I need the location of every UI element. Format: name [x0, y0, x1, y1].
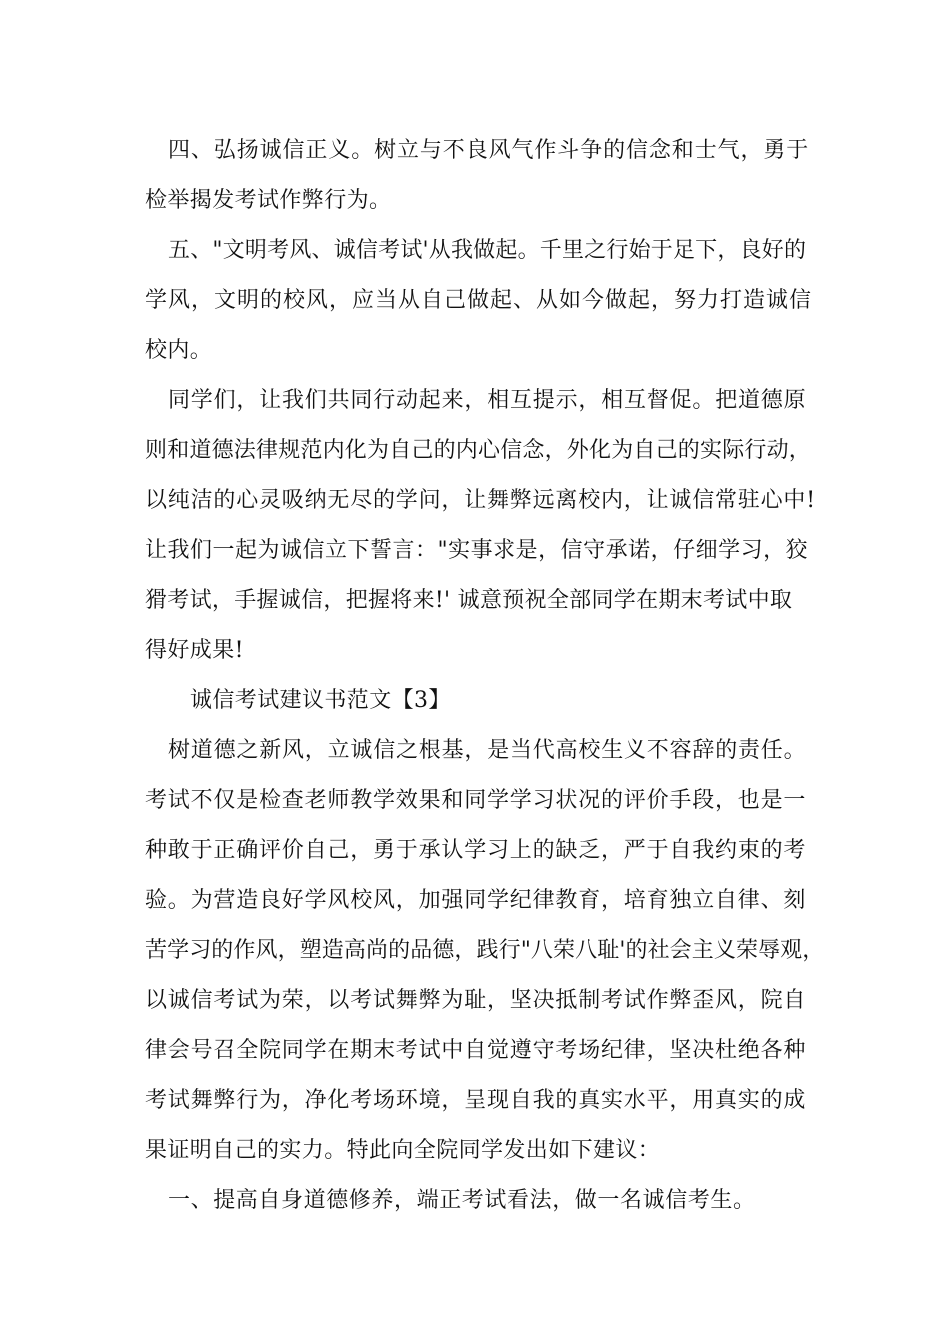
- proposal-line-7: 律会号召全院同学在期末考试中自觉遵守考场纪律，坚决杜绝各种: [145, 1038, 807, 1063]
- closing-paragraph-line-3: 以纯洁的心灵吸纳无尽的学问，让舞弊远离校内，让诚信常驻心中!: [145, 488, 816, 513]
- closing-paragraph-line-2: 则和道德法律规范内化为自己的内心信念，外化为自己的实际行动，: [145, 438, 812, 463]
- proposal-line-9: 果证明自己的实力。特此向全院同学发出如下建议：: [145, 1138, 661, 1163]
- paragraph-4-line-2: 检举揭发考试作弊行为。: [145, 188, 392, 213]
- proposal-line-5: 苦学习的作风，塑造高尚的品德，践行"八荣八耻'的社会主义荣辱观，: [145, 938, 825, 963]
- proposal-line-2: 考试不仅是检查老师教学效果和同学学习状况的评价手段，也是一: [145, 788, 807, 813]
- paragraph-5-line-2: 学风，文明的校风，应当从自己做起、从如今做起，努力打造诚信: [145, 288, 813, 313]
- section-heading: 诚信考试建议书范文【3】: [190, 688, 451, 713]
- closing-paragraph-line-6: 得好成果!: [145, 638, 244, 663]
- paragraph-4-line-1: 四、弘扬诚信正义。树立与不良风气作斗争的信念和士气，勇于: [168, 138, 810, 163]
- proposal-line-3: 种敢于正确评价自己，勇于承认学习上的缺乏，严于自我约束的考: [145, 838, 807, 863]
- proposal-line-1: 树道德之新风，立诚信之根基，是当代高校生义不容辞的责任。: [168, 738, 807, 763]
- closing-paragraph-line-1: 同学们，让我们共同行动起来，相互提示，相互督促。把道德原: [168, 388, 807, 413]
- proposal-line-6: 以诚信考试为荣，以考试舞弊为耻，坚决抵制考试作弊歪风，院自: [145, 988, 807, 1013]
- paragraph-5-line-3: 校内。: [145, 338, 213, 363]
- proposal-line-8: 考试舞弊行为，净化考场环境，呈现自我的真实水平，用真实的成: [145, 1088, 807, 1113]
- paragraph-5-line-1: 五、"文明考风、诚信考试'从我做起。千里之行始于足下，良好的: [168, 238, 807, 263]
- proposal-item-1: 一、提高自身道德修养，端正考试看法，做一名诚信考生。: [168, 1188, 756, 1213]
- closing-paragraph-line-4: 让我们一起为诚信立下誓言："实事求是，信守承诺，仔细学习，狡: [145, 538, 809, 563]
- closing-paragraph-line-5: 猾考试，手握诚信，把握将来!' 诚意预祝全部同学在期末考试中取: [145, 588, 793, 613]
- proposal-line-4: 验。为营造良好学风校风，加强同学纪律教育，培育独立自律、刻: [145, 888, 807, 913]
